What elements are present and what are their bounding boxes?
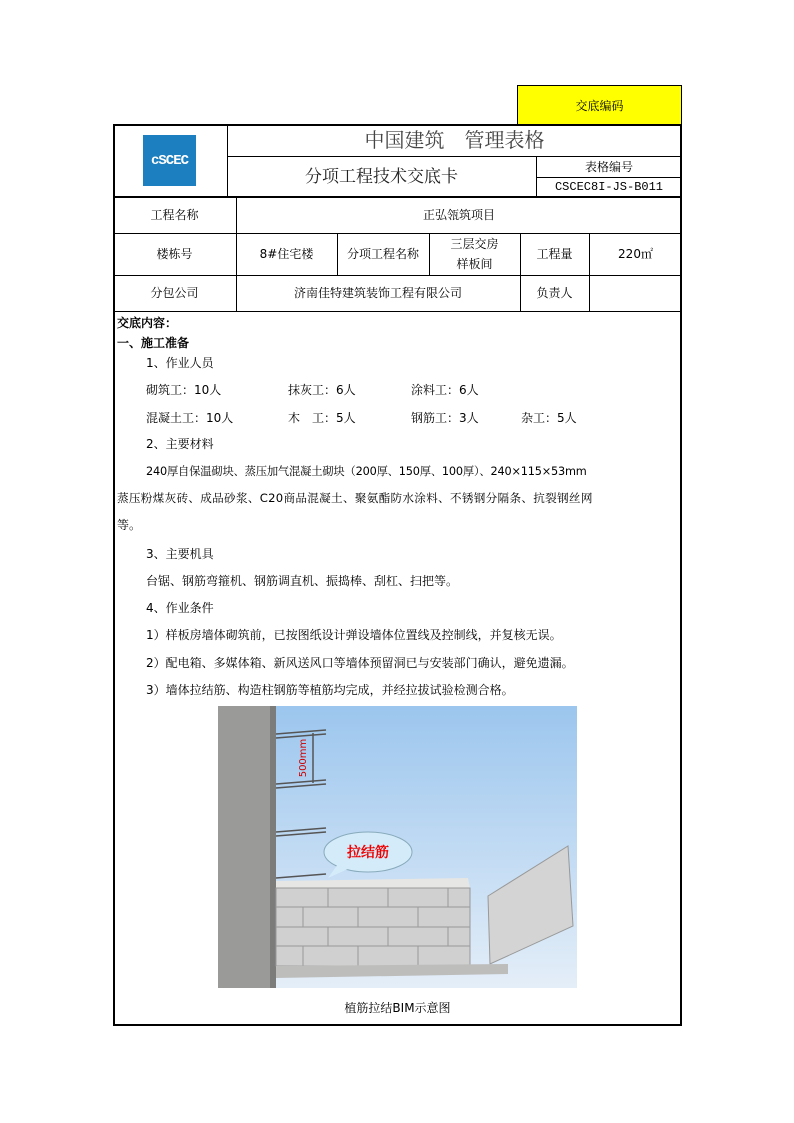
worker-item: 木 工：5人	[288, 411, 356, 425]
condition-item: 1）样板房墙体砌筑前，已按图纸设计弹设墙体位置线及控制线，并复核无误。	[146, 628, 562, 642]
worker-item: 砌筑工：10人	[146, 383, 222, 397]
subcontractor-label: 分包公司	[150, 286, 199, 300]
content-heading: 交底内容：	[117, 316, 178, 330]
worker-item: 混凝土工：10人	[146, 411, 234, 425]
project-name-label: 工程名称	[150, 208, 199, 222]
org-title: 中国建筑 管理表格	[364, 128, 545, 152]
materials-text: 等。	[117, 518, 142, 532]
subitem-label: 分项工程名称	[346, 247, 419, 261]
subitem-value-line2: 样板间	[456, 257, 493, 271]
disclosure-code-label: 交底编码	[517, 85, 682, 125]
condition-item: 3）墙体拉结筋、构造柱钢筋等植筋均完成，并经拉拔试验检测合格。	[146, 683, 514, 697]
dimension-label: 500mm	[298, 738, 309, 778]
quantity-label: 工程量	[536, 247, 573, 261]
form-number-label: 表格编号	[584, 159, 633, 174]
section-heading: 一、施工准备	[117, 336, 190, 350]
s3-title: 3、主要机具	[146, 547, 214, 561]
callout-label: 拉结筋	[347, 845, 389, 861]
cscec-logo: cSCEC	[143, 135, 196, 186]
form-title: 分项工程技术交底卡	[305, 166, 458, 187]
worker-item: 杂工：5人	[521, 411, 577, 425]
worker-item: 抹灰工：6人	[288, 383, 356, 397]
materials-text: 240厚自保温砌块、蒸压加气混凝土砌块（200厚、150厚、100厚）、240×115×53mm	[146, 465, 587, 478]
worker-item: 钢筋工：3人	[411, 411, 479, 425]
subcontractor-value: 济南佳特建筑装饰工程有限公司	[293, 286, 462, 300]
subitem-value	[429, 233, 520, 275]
manager-value	[589, 275, 682, 311]
quantity-value: 220㎡	[618, 247, 653, 261]
s2-title: 2、主要材料	[146, 437, 214, 451]
project-name-value: 正弘瓴筑项目	[422, 208, 495, 222]
subitem-value-line1: 三层交房	[450, 237, 499, 251]
form-number: CSCEC8I-JS-B011	[554, 180, 664, 194]
tools-text: 台锯、钢筋弯箍机、钢筋调直机、振捣棒、刮杠、扫把等。	[146, 574, 459, 588]
figure-caption: 植筋拉结BIM示意图	[344, 1001, 451, 1015]
bim-rebar-figure	[218, 706, 577, 988]
materials-text: 蒸压粉煤灰砖、成品砂浆、C20商品混凝土、聚氨酯防水涂料、不锈钢分隔条、抗裂钢丝网	[117, 491, 593, 505]
condition-item: 2）配电箱、多媒体箱、新风送风口等墙体预留洞已与安装部门确认，避免遗漏。	[146, 656, 574, 670]
building-value: 8#住宅楼	[259, 247, 314, 261]
concrete-column	[218, 706, 270, 988]
manager-label: 负责人	[536, 286, 573, 300]
worker-item: 涂料工：6人	[411, 383, 479, 397]
building-label: 楼栋号	[156, 247, 193, 261]
s1-title: 1、作业人员	[146, 356, 214, 370]
s4-title: 4、作业条件	[146, 601, 214, 615]
